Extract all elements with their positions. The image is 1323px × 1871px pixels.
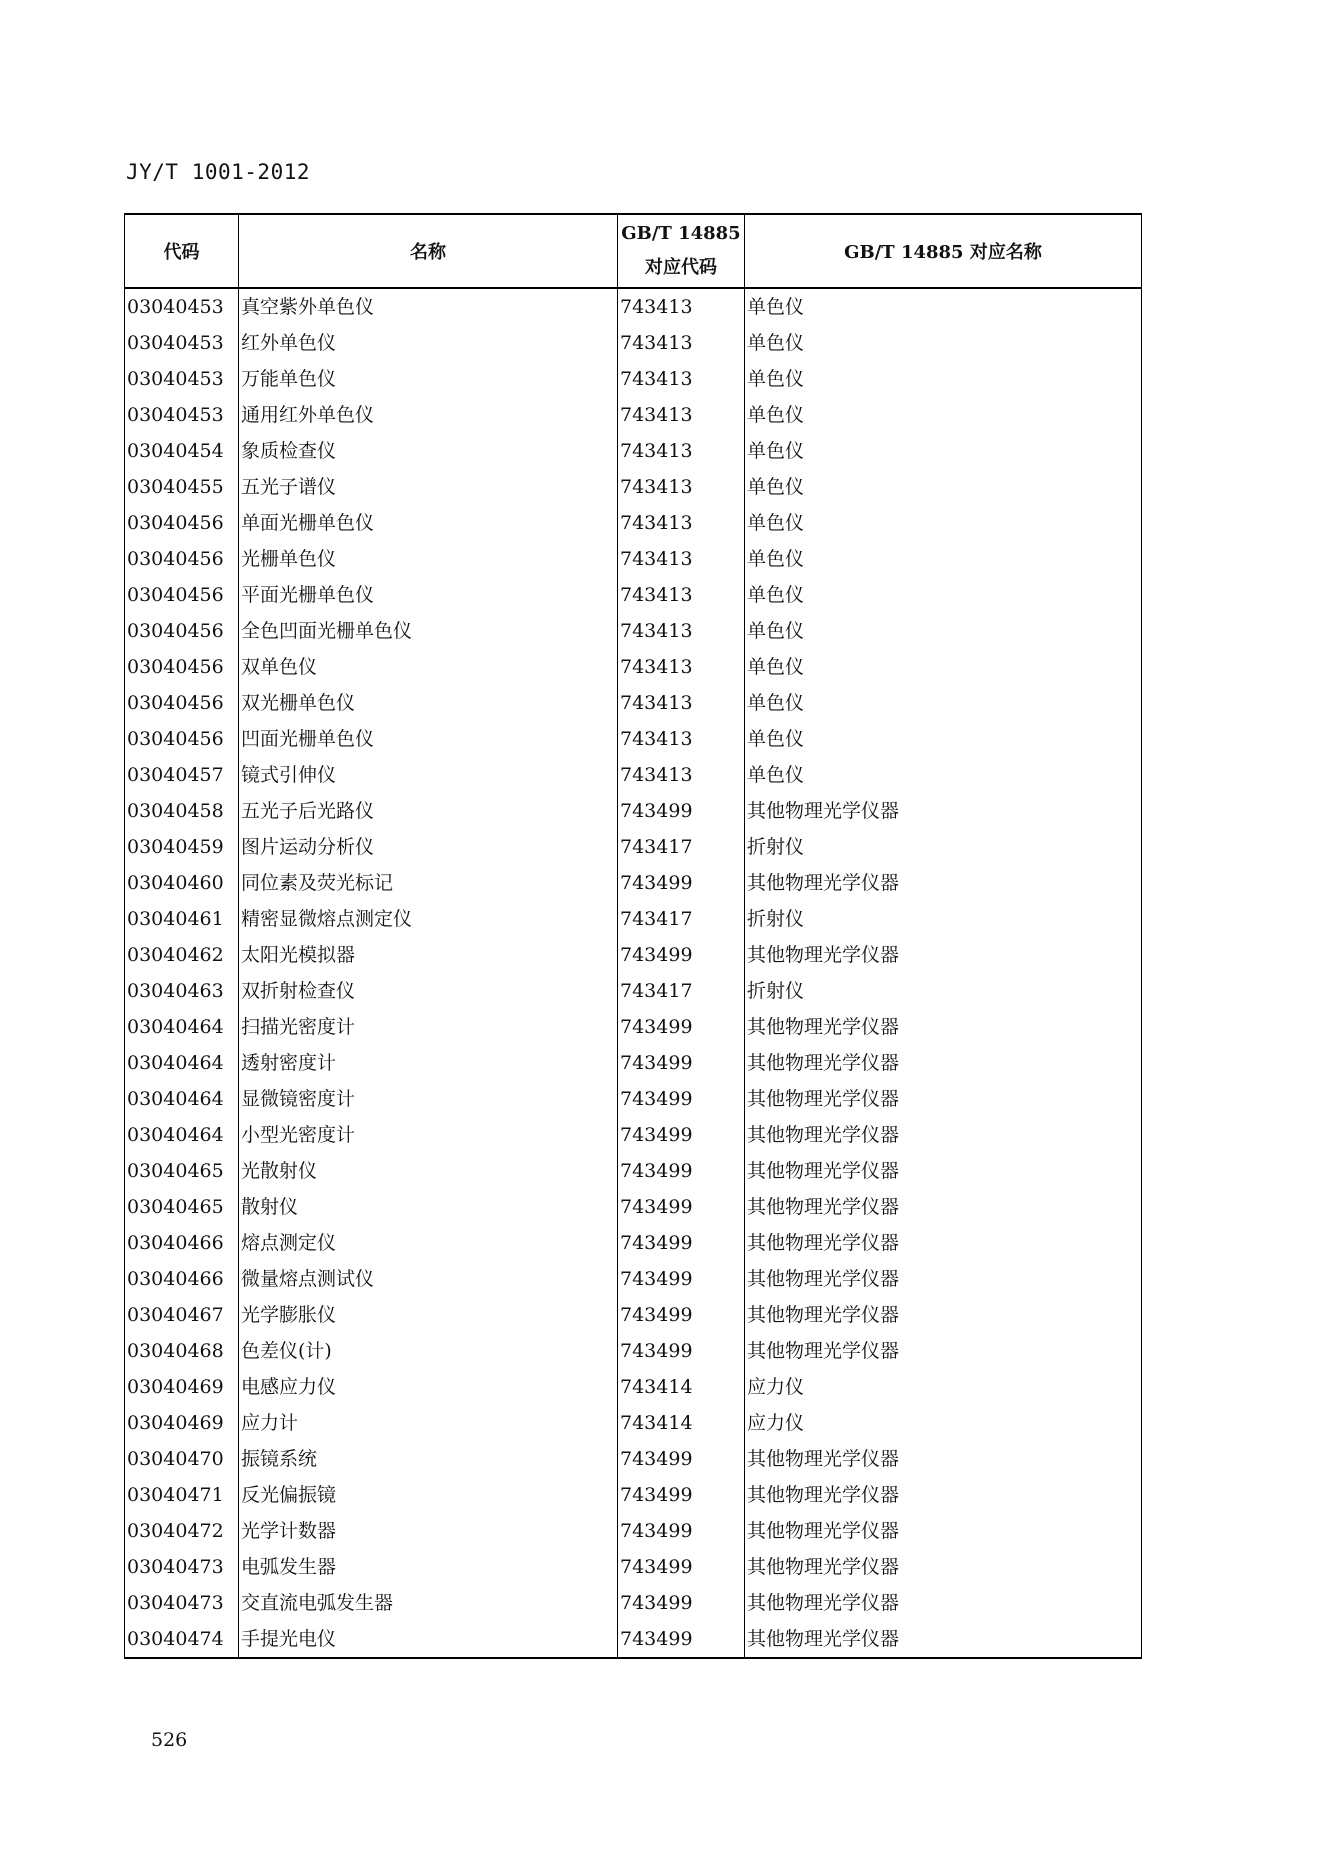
standard-id-header: JY/T 1001-2012: [126, 160, 311, 184]
cell-code: 03040453: [125, 325, 239, 361]
cell-name: 光散射仪: [239, 1153, 618, 1189]
cell-gb-name: 单色仪: [745, 288, 1142, 325]
cell-code: 03040456: [125, 541, 239, 577]
cell-gb-code: 743413: [618, 469, 745, 505]
cell-gb-name: 其他物理光学仪器: [745, 1189, 1142, 1225]
cell-gb-name: 其他物理光学仪器: [745, 1297, 1142, 1333]
cell-gb-name: 其他物理光学仪器: [745, 1549, 1142, 1585]
cell-gb-code: 743413: [618, 721, 745, 757]
cell-gb-code: 743499: [618, 1153, 745, 1189]
table-row: [125, 829, 1142, 865]
cell-name: 扫描光密度计: [239, 1009, 618, 1045]
cell-gb-code: 743413: [618, 325, 745, 361]
cell-gb-code: 743417: [618, 901, 745, 937]
cell-name: 双折射检查仪: [239, 973, 618, 1009]
table-row: [125, 397, 1142, 433]
table-row: [125, 973, 1142, 1009]
cell-code: 03040456: [125, 577, 239, 613]
cell-code: 03040468: [125, 1333, 239, 1369]
cell-gb-code: 743499: [618, 865, 745, 901]
cell-name: 镜式引伸仪: [239, 757, 618, 793]
cell-gb-name: 单色仪: [745, 613, 1142, 649]
table-row: [125, 1009, 1142, 1045]
cell-name: 光学计数器: [239, 1513, 618, 1549]
cell-gb-code: 743499: [618, 1441, 745, 1477]
table-row: [125, 505, 1142, 541]
cell-gb-code: 743413: [618, 288, 745, 325]
cell-name: 应力计: [239, 1405, 618, 1441]
cell-code: 03040456: [125, 649, 239, 685]
table-row: [125, 1549, 1142, 1585]
table-row: [125, 1225, 1142, 1261]
cell-code: 03040473: [125, 1585, 239, 1621]
cell-gb-code: 743499: [618, 1297, 745, 1333]
cell-code: 03040460: [125, 865, 239, 901]
cell-gb-name: 单色仪: [745, 325, 1142, 361]
cell-gb-name: 其他物理光学仪器: [745, 1513, 1142, 1549]
table-row: [125, 361, 1142, 397]
cell-gb-name: 其他物理光学仪器: [745, 1045, 1142, 1081]
header-gb-name: GB/T 14885 对应名称: [745, 214, 1142, 288]
cell-gb-code: 743499: [618, 1045, 745, 1081]
cell-gb-name: 单色仪: [745, 541, 1142, 577]
cell-code: 03040467: [125, 1297, 239, 1333]
table-row: [125, 1333, 1142, 1369]
cell-code: 03040466: [125, 1261, 239, 1297]
cell-gb-name: 单色仪: [745, 577, 1142, 613]
cell-gb-name: 单色仪: [745, 505, 1142, 541]
cell-gb-code: 743413: [618, 649, 745, 685]
table-row: [125, 325, 1142, 361]
cell-name: 单面光栅单色仪: [239, 505, 618, 541]
cell-gb-name: 单色仪: [745, 469, 1142, 505]
cell-name: 双单色仪: [239, 649, 618, 685]
cell-code: 03040454: [125, 433, 239, 469]
cell-code: 03040472: [125, 1513, 239, 1549]
cell-gb-code: 743414: [618, 1369, 745, 1405]
cell-gb-name: 单色仪: [745, 649, 1142, 685]
cell-code: 03040474: [125, 1621, 239, 1658]
cell-code: 03040458: [125, 793, 239, 829]
cell-name: 熔点测定仪: [239, 1225, 618, 1261]
cell-gb-name: 折射仪: [745, 901, 1142, 937]
cell-gb-code: 743417: [618, 829, 745, 865]
cell-gb-name: 其他物理光学仪器: [745, 1225, 1142, 1261]
cell-name: 光学膨胀仪: [239, 1297, 618, 1333]
table-header: [125, 214, 1142, 288]
cell-name: 凹面光栅单色仪: [239, 721, 618, 757]
cell-name: 微量熔点测试仪: [239, 1261, 618, 1297]
cell-gb-code: 743413: [618, 757, 745, 793]
cell-name: 真空紫外单色仪: [239, 288, 618, 325]
cell-gb-code: 743417: [618, 973, 745, 1009]
cell-gb-code: 743499: [618, 1225, 745, 1261]
cell-gb-code: 743414: [618, 1405, 745, 1441]
table-row: [125, 721, 1142, 757]
cell-name: 精密显微熔点测定仪: [239, 901, 618, 937]
table-row: [125, 937, 1142, 973]
header-code: 代码: [125, 214, 239, 288]
cell-gb-code: 743499: [618, 1081, 745, 1117]
cell-gb-name: 其他物理光学仪器: [745, 1621, 1142, 1658]
cell-gb-name: 其他物理光学仪器: [745, 793, 1142, 829]
cell-code: 03040456: [125, 613, 239, 649]
header-gb-code-line2: 对应代码: [645, 257, 717, 278]
cell-name: 太阳光模拟器: [239, 937, 618, 973]
cell-gb-code: 743413: [618, 433, 745, 469]
cell-gb-name: 单色仪: [745, 757, 1142, 793]
cell-code: 03040455: [125, 469, 239, 505]
cell-code: 03040459: [125, 829, 239, 865]
cell-gb-name: 其他物理光学仪器: [745, 1477, 1142, 1513]
cell-gb-name: 单色仪: [745, 397, 1142, 433]
table-row: [125, 757, 1142, 793]
cell-gb-name: 其他物理光学仪器: [745, 1153, 1142, 1189]
cell-gb-name: 其他物理光学仪器: [745, 1333, 1142, 1369]
cell-name: 红外单色仪: [239, 325, 618, 361]
code-mapping-table-container: [124, 213, 1142, 1659]
cell-gb-name: 其他物理光学仪器: [745, 937, 1142, 973]
cell-code: 03040457: [125, 757, 239, 793]
cell-gb-code: 743499: [618, 1333, 745, 1369]
cell-code: 03040473: [125, 1549, 239, 1585]
cell-code: 03040471: [125, 1477, 239, 1513]
cell-name: 万能单色仪: [239, 361, 618, 397]
cell-gb-code: 743499: [618, 1513, 745, 1549]
cell-code: 03040464: [125, 1117, 239, 1153]
cell-gb-name: 其他物理光学仪器: [745, 1585, 1142, 1621]
cell-code: 03040453: [125, 361, 239, 397]
cell-name: 同位素及荧光标记: [239, 865, 618, 901]
table-row: [125, 865, 1142, 901]
table-row: [125, 1081, 1142, 1117]
cell-name: 五光子后光路仪: [239, 793, 618, 829]
table-row: [125, 541, 1142, 577]
cell-gb-code: 743499: [618, 1117, 745, 1153]
cell-code: 03040462: [125, 937, 239, 973]
cell-gb-code: 743499: [618, 1261, 745, 1297]
cell-code: 03040466: [125, 1225, 239, 1261]
cell-gb-name: 单色仪: [745, 361, 1142, 397]
cell-code: 03040464: [125, 1009, 239, 1045]
cell-name: 象质检查仪: [239, 433, 618, 469]
cell-code: 03040456: [125, 721, 239, 757]
cell-gb-name: 其他物理光学仪器: [745, 1441, 1142, 1477]
table-row: [125, 793, 1142, 829]
cell-gb-name: 单色仪: [745, 433, 1142, 469]
cell-gb-code: 743413: [618, 505, 745, 541]
cell-name: 反光偏振镜: [239, 1477, 618, 1513]
cell-gb-name: 其他物理光学仪器: [745, 865, 1142, 901]
cell-code: 03040464: [125, 1045, 239, 1081]
cell-name: 五光子谱仪: [239, 469, 618, 505]
table-row: [125, 1297, 1142, 1333]
table-row: [125, 1117, 1142, 1153]
table-row: [125, 613, 1142, 649]
cell-gb-name: 应力仪: [745, 1369, 1142, 1405]
cell-code: 03040465: [125, 1153, 239, 1189]
cell-gb-code: 743413: [618, 541, 745, 577]
table-row: [125, 288, 1142, 325]
cell-code: 03040465: [125, 1189, 239, 1225]
cell-code: 03040469: [125, 1369, 239, 1405]
cell-name: 光栅单色仪: [239, 541, 618, 577]
table-row: [125, 1405, 1142, 1441]
cell-gb-code: 743413: [618, 613, 745, 649]
table-row: [125, 649, 1142, 685]
cell-gb-name: 其他物理光学仪器: [745, 1081, 1142, 1117]
cell-code: 03040469: [125, 1405, 239, 1441]
table-row: [125, 1153, 1142, 1189]
cell-name: 全色凹面光栅单色仪: [239, 613, 618, 649]
header-gb-code: [618, 214, 745, 288]
code-mapping-table: [124, 213, 1142, 1659]
cell-code: 03040453: [125, 288, 239, 325]
table-row: [125, 1621, 1142, 1658]
cell-code: 03040453: [125, 397, 239, 433]
cell-gb-code: 743499: [618, 1477, 745, 1513]
cell-gb-code: 743499: [618, 1585, 745, 1621]
cell-name: 显微镜密度计: [239, 1081, 618, 1117]
table-row: [125, 469, 1142, 505]
table-row: [125, 1261, 1142, 1297]
table-row: [125, 1189, 1142, 1225]
cell-gb-code: 743499: [618, 1549, 745, 1585]
cell-code: 03040470: [125, 1441, 239, 1477]
table-row: [125, 685, 1142, 721]
cell-gb-name: 单色仪: [745, 685, 1142, 721]
table-row: [125, 1369, 1142, 1405]
cell-name: 图片运动分析仪: [239, 829, 618, 865]
header-gb-code-line1: GB/T 14885: [621, 223, 741, 244]
cell-code: 03040456: [125, 685, 239, 721]
table-row: [125, 1045, 1142, 1081]
cell-gb-code: 743499: [618, 1009, 745, 1045]
table-row: [125, 1441, 1142, 1477]
cell-gb-code: 743499: [618, 1189, 745, 1225]
cell-gb-code: 743413: [618, 397, 745, 433]
cell-name: 交直流电弧发生器: [239, 1585, 618, 1621]
table-row: [125, 901, 1142, 937]
cell-code: 03040463: [125, 973, 239, 1009]
table-row: [125, 433, 1142, 469]
cell-code: 03040464: [125, 1081, 239, 1117]
cell-name: 通用红外单色仪: [239, 397, 618, 433]
cell-gb-name: 应力仪: [745, 1405, 1142, 1441]
cell-gb-name: 其他物理光学仪器: [745, 1261, 1142, 1297]
cell-name: 散射仪: [239, 1189, 618, 1225]
page-number: 526: [151, 1729, 188, 1751]
cell-name: 电弧发生器: [239, 1549, 618, 1585]
cell-gb-name: 折射仪: [745, 973, 1142, 1009]
cell-name: 电感应力仪: [239, 1369, 618, 1405]
cell-code: 03040456: [125, 505, 239, 541]
cell-name: 双光栅单色仪: [239, 685, 618, 721]
table-row: [125, 1477, 1142, 1513]
cell-code: 03040461: [125, 901, 239, 937]
cell-name: 手提光电仪: [239, 1621, 618, 1658]
cell-gb-name: 单色仪: [745, 721, 1142, 757]
table-row: [125, 1513, 1142, 1549]
cell-name: 小型光密度计: [239, 1117, 618, 1153]
cell-gb-code: 743499: [618, 793, 745, 829]
cell-gb-code: 743499: [618, 1621, 745, 1658]
table-row: [125, 577, 1142, 613]
table-row: [125, 1585, 1142, 1621]
cell-name: 色差仪(计): [239, 1333, 618, 1369]
cell-gb-code: 743413: [618, 577, 745, 613]
table-body: [125, 288, 1142, 1658]
cell-gb-name: 其他物理光学仪器: [745, 1117, 1142, 1153]
header-name: 名称: [239, 214, 618, 288]
cell-gb-code: 743413: [618, 361, 745, 397]
cell-name: 平面光栅单色仪: [239, 577, 618, 613]
table-header-row: [125, 214, 1142, 288]
cell-name: 振镜系统: [239, 1441, 618, 1477]
cell-name: 透射密度计: [239, 1045, 618, 1081]
cell-gb-name: 折射仪: [745, 829, 1142, 865]
cell-gb-name: 其他物理光学仪器: [745, 1009, 1142, 1045]
cell-gb-code: 743499: [618, 937, 745, 973]
cell-gb-code: 743413: [618, 685, 745, 721]
